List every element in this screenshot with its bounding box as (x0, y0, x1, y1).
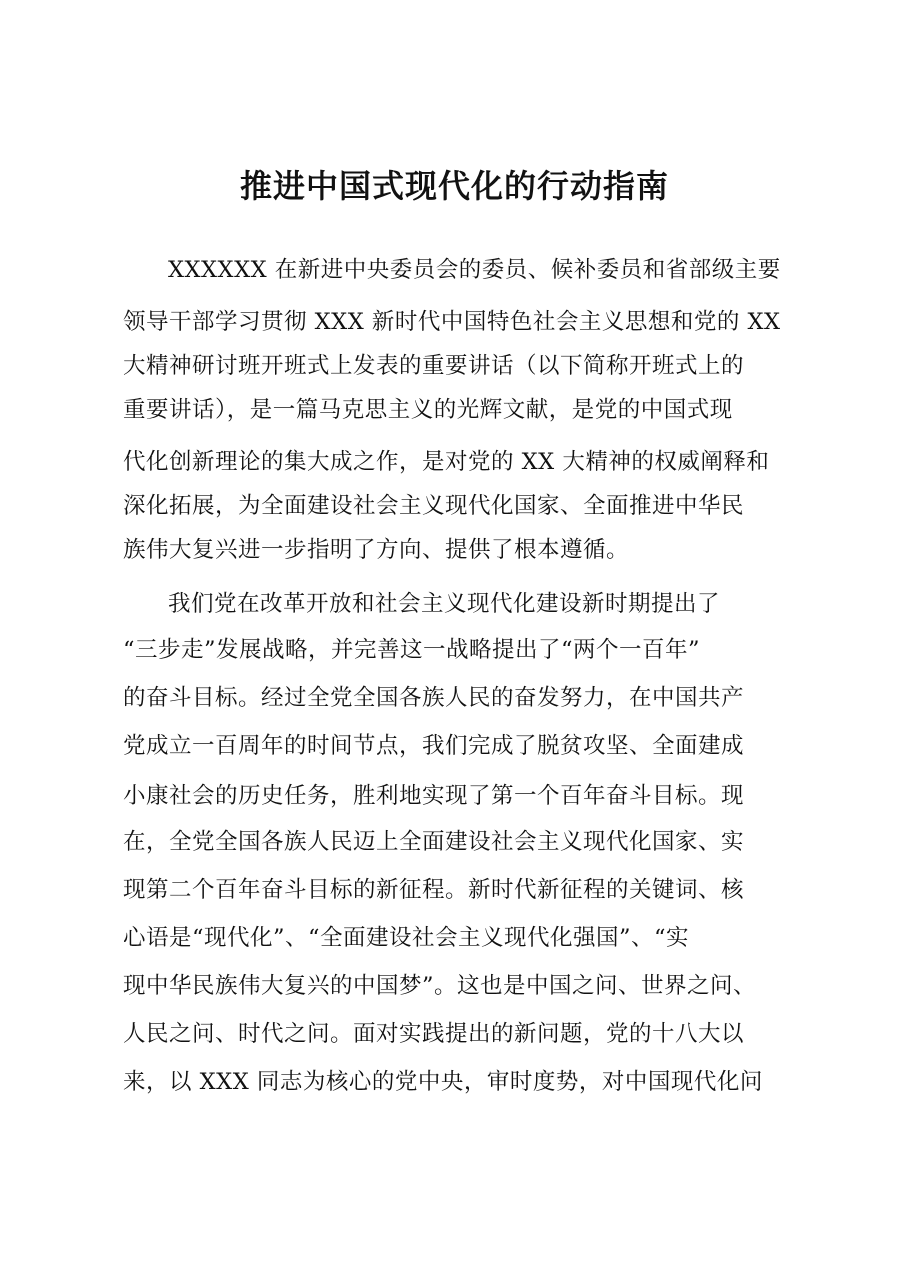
paragraph-2-line-1: 我们党在改革开放和社会主义现代化建设新时期提出了 (168, 591, 721, 617)
paragraph-2-line-5: 小康社会的历史任务，胜利地实现了第一个百年奋斗目标。现 (123, 783, 745, 809)
paragraph-2-line-11: 来，以 XXX 同志为核心的党中央，审时度势，对中国现代化问 (123, 1069, 763, 1095)
paragraph-1-line-2: 领导干部学习贯彻 XXX 新时代中国特色社会主义思想和党的 XX (123, 309, 781, 335)
paragraph-2-line-10: 人民之问、时代之问。面对实践提出的新问题，党的十八大以 (123, 1021, 745, 1047)
paragraph-1-line-1: XXXXXX 在新进中央委员会的委员、候补委员和省部级主要 (168, 257, 781, 283)
paragraph-1-line-5: 代化创新理论的集大成之作，是对党的 XX 大精神的权威阐释和 (123, 449, 770, 475)
paragraph-2-line-7: 现第二个百年奋斗目标的新征程。新时代新征程的关键词、核 (123, 877, 745, 903)
paragraph-1-line-7: 族伟大复兴进一步指明了方向、提供了根本遵循。 (123, 537, 630, 563)
paragraph-1-line-3: 大精神研讨班开班式上发表的重要讲话（以下简称开班式上的 (123, 353, 745, 379)
paragraph-2-line-3: 的奋斗目标。经过全党全国各族人民的奋发努力，在中国共产 (123, 685, 745, 711)
paragraph-2-line-9: 现中华民族伟大复兴的中国梦”。这也是中国之问、世界之问、 (123, 973, 757, 999)
paragraph-2-line-2: “三步走”发展战略，并完善这一战略提出了“两个一百年” (123, 637, 701, 663)
paragraph-2-line-8: 心语是“现代化”、“全面建设社会主义现代化强国”、“实 (123, 925, 690, 951)
paragraph-1-line-4: 重要讲话），是一篇马克思主义的光辉文献，是党的中国式现 (123, 397, 733, 423)
paragraph-2-line-6: 在，全党全国各族人民迈上全面建设社会主义现代化国家、实 (123, 829, 745, 855)
document-title: 推进中国式现代化的行动指南 (239, 167, 669, 205)
paragraph-1-line-6: 深化拓展，为全面建设社会主义现代化国家、全面推进中华民 (123, 493, 745, 519)
paragraph-2-line-4: 党成立一百周年的时间节点，我们完成了脱贫攻坚、全面建成 (123, 733, 745, 759)
